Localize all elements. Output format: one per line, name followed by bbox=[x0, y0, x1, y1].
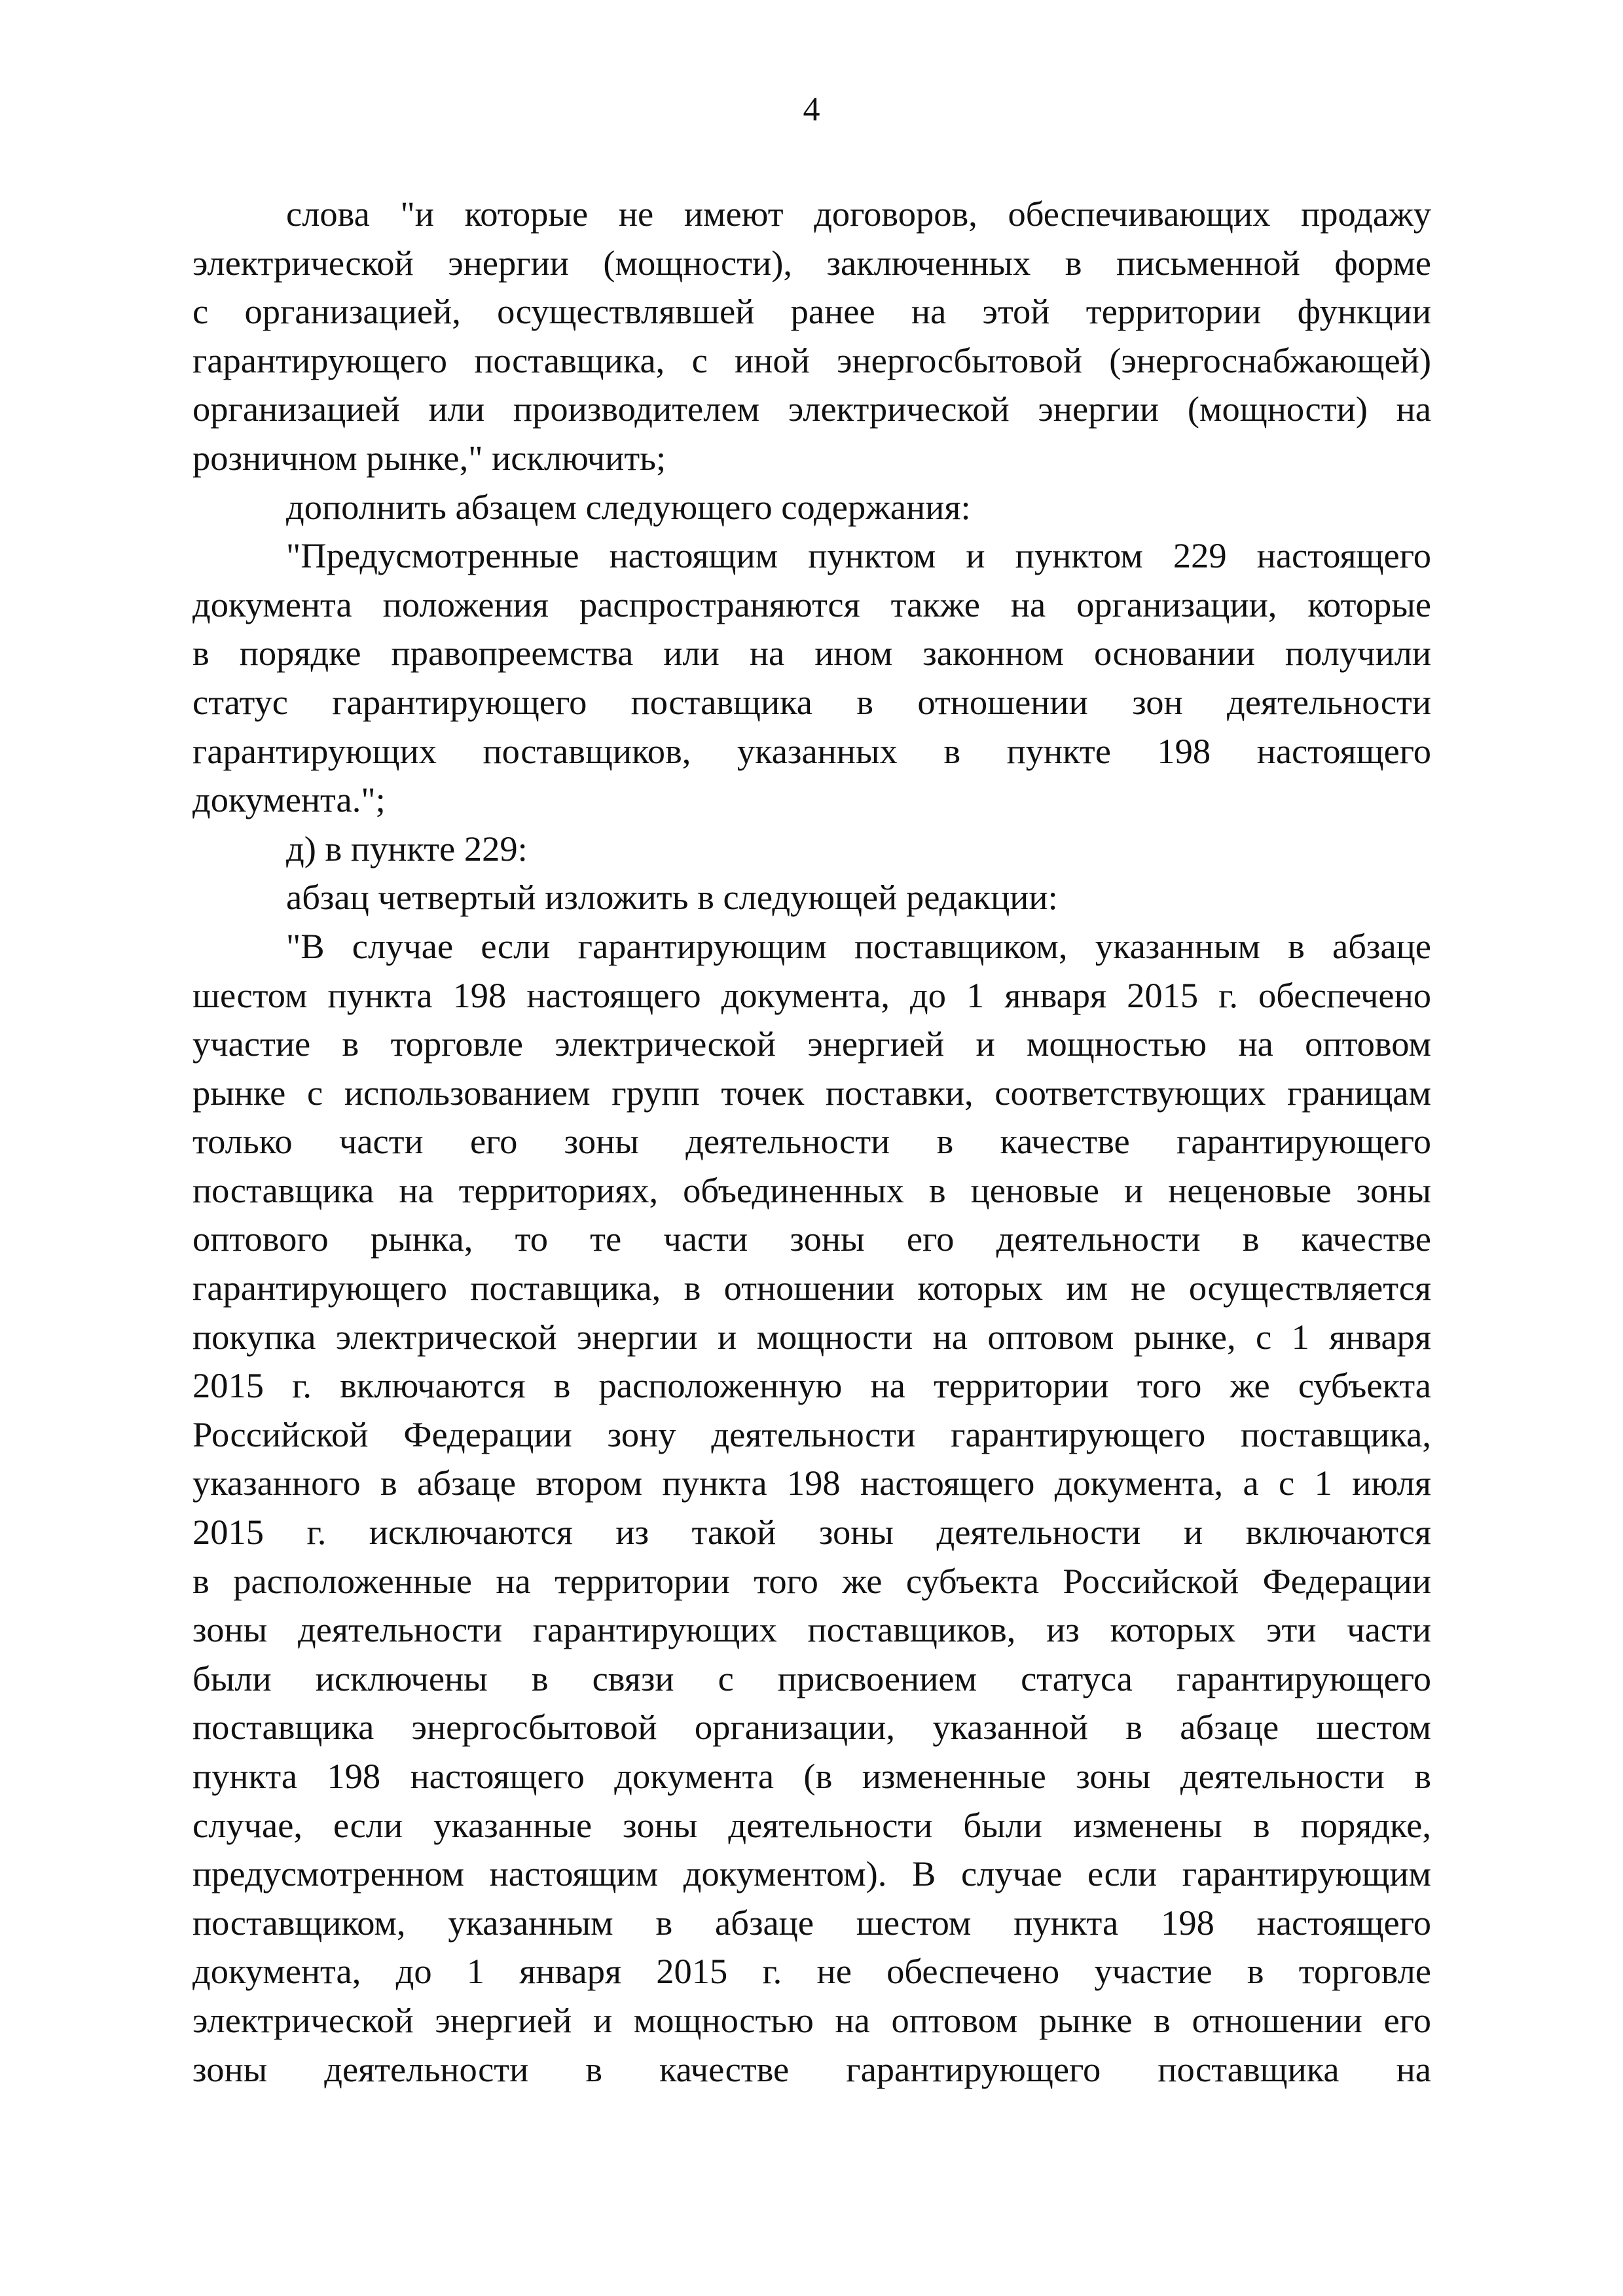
text-line: в порядке правопреемства или на ином законном основании получили bbox=[192, 633, 1431, 673]
text-line: организацией или производителем электрической энергии (мощности) на bbox=[192, 389, 1431, 429]
text-line: 2015 г. исключаются из такой зоны деятельности и включаются bbox=[192, 1512, 1431, 1552]
text-line: гарантирующих поставщиков, указанных в пункте 198 настоящего bbox=[192, 730, 1431, 771]
text-line: поставщиком, указанным в абзаце шестом пункта 198 настоящего bbox=[192, 1902, 1431, 1943]
text-line: шестом пункта 198 настоящего документа, до 1 января 2015 г. обеспечено bbox=[192, 975, 1431, 1015]
text-line: поставщика на территориях, объединенных в ценовые и неценовые зоны bbox=[192, 1170, 1431, 1210]
text-line: электрической энергии (мощности), заключенных в письменной форме bbox=[192, 242, 1431, 283]
text-line: документа."; bbox=[192, 780, 386, 820]
text-line: случае, если указанные зоны деятельности были изменены в порядке, bbox=[192, 1804, 1431, 1845]
text-line: покупка электрической энергии и мощности на оптовом рынке, с 1 января bbox=[192, 1316, 1431, 1357]
text-line: электрической энергией и мощностью на оптовом рынке в отношении его bbox=[192, 2000, 1431, 2040]
text-line: только части его зоны деятельности в качестве гарантирующего bbox=[192, 1121, 1431, 1162]
paragraph-3 bbox=[192, 531, 1431, 825]
paragraph-5 bbox=[192, 873, 1431, 922]
text-line: зоны деятельности гарантирующих поставщиков, из которых эти части bbox=[192, 1609, 1431, 1650]
text-line: оптового рынка, то те части зоны его деятельности в качестве bbox=[192, 1219, 1431, 1259]
text-line: с организацией, осуществлявшей ранее на этой территории функции bbox=[192, 291, 1431, 332]
page-number: 4 bbox=[803, 91, 820, 128]
text-line: поставщика энергосбытовой организации, указанной в абзаце шестом bbox=[192, 1707, 1431, 1748]
text-line: участие в торговле электрической энергией и мощностью на оптовом bbox=[192, 1024, 1431, 1064]
document-body bbox=[192, 190, 1431, 2094]
paragraph-6 bbox=[192, 922, 1431, 2094]
text-line: дополнить абзацем следующего содержания: bbox=[286, 486, 971, 527]
text-line: 2015 г. включаются в расположенную на территории того же субъекта bbox=[192, 1365, 1431, 1406]
text-line: предусмотренном настоящим документом). В случае если гарантирующим bbox=[192, 1854, 1431, 1894]
text-line: абзац четвертый изложить в следующей редакции: bbox=[286, 877, 1058, 918]
text-line: были исключены в связи с присвоением статуса гарантирующего bbox=[192, 1658, 1431, 1698]
paragraph-2 bbox=[192, 483, 1431, 532]
text-line: розничном рынке," исключить; bbox=[192, 437, 666, 478]
text-line: пункта 198 настоящего документа (в измененные зоны деятельности в bbox=[192, 1756, 1431, 1796]
text-line: рынке с использованием групп точек поставки, соответствующих границам bbox=[192, 1072, 1431, 1113]
text-line: указанного в абзаце втором пункта 198 настоящего документа, а с 1 июля bbox=[192, 1463, 1431, 1503]
text-line: Российской Федерации зону деятельности гарантирующего поставщика, bbox=[192, 1414, 1431, 1454]
text-line: "В случае если гарантирующим поставщиком, указанным в абзаце bbox=[286, 925, 1431, 966]
paragraph-1 bbox=[192, 190, 1431, 483]
text-line: гарантирующего поставщика, в отношении которых им не осуществляется bbox=[192, 1268, 1431, 1308]
text-line: в расположенные на территории того же субъекта Российской Федерации bbox=[192, 1560, 1431, 1601]
text-line: зоны деятельности в качестве гарантирующего поставщика на bbox=[192, 2049, 1431, 2089]
text-line: гарантирующего поставщика, с иной энергосбытовой (энергоснабжающей) bbox=[192, 340, 1431, 380]
text-line: статус гарантирующего поставщика в отношении зон деятельности bbox=[192, 681, 1431, 722]
text-line: "Предусмотренные настоящим пунктом и пунктом 229 настоящего bbox=[286, 535, 1431, 576]
text-line: документа положения распространяются также на организации, которые bbox=[192, 584, 1431, 624]
paragraph-4 bbox=[192, 825, 1431, 874]
text-line: д) в пункте 229: bbox=[286, 828, 528, 869]
text-line: слова "и которые не имеют договоров, обеспечивающих продажу bbox=[286, 194, 1431, 234]
text-line: документа, до 1 января 2015 г. не обеспечено участие в торговле bbox=[192, 1951, 1431, 1992]
